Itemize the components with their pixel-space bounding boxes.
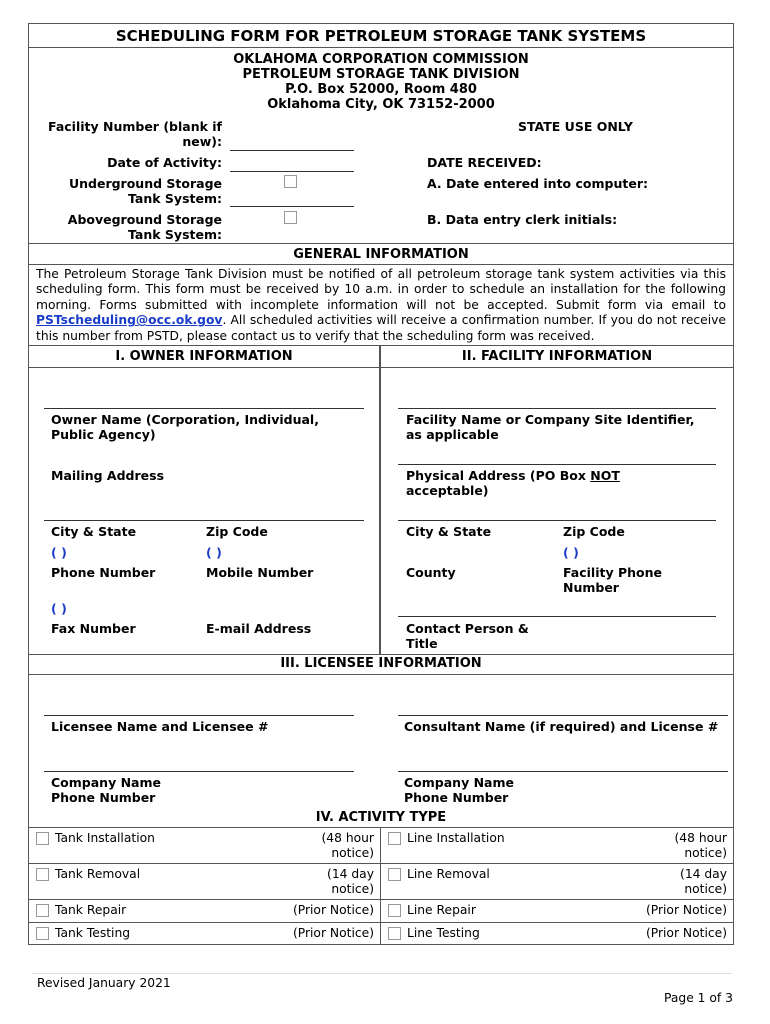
underground-line	[230, 206, 354, 207]
line-testing-notice: (Prior Notice)	[645, 926, 727, 940]
facility-phone-paren: ( )	[563, 545, 579, 560]
facility-title: II. FACILITY INFORMATION	[461, 349, 653, 364]
facility-number-label: Facility Number (blank if new):	[48, 119, 222, 149]
tank-testing-checkbox[interactable]	[36, 927, 49, 940]
licensee-name-label: Licensee Name and Licensee #	[51, 719, 269, 734]
facility-phone-label: Facility Phone Number	[563, 565, 663, 595]
date-of-activity-field[interactable]	[230, 171, 354, 172]
email-link[interactable]: PSTscheduling@occ.ok.gov	[36, 313, 223, 328]
column-divider	[379, 345, 381, 654]
owner-mobile-paren: ( )	[206, 545, 222, 560]
page-number: Page 1 of 3	[664, 991, 733, 1005]
consultant-label: Consultant Name (if required) and License #	[404, 719, 719, 734]
licensee-company-label: Company Name Phone Number	[51, 775, 161, 805]
facility-address-line[interactable]	[398, 464, 716, 465]
agency-line: OKLAHOMA CORPORATION COMMISSION	[233, 52, 529, 67]
underground-label: Underground Storage Tank System:	[68, 176, 222, 206]
county-label: County	[406, 565, 456, 580]
owner-phone-label: Phone Number	[51, 565, 156, 580]
tank-installation-notice: (48 hour notice)	[321, 831, 374, 860]
line-installation-notice: (48 hour notice)	[674, 831, 727, 860]
line-repair-label: Line Repair	[407, 903, 476, 917]
aboveground-label: Aboveground Storage Tank System:	[67, 212, 222, 242]
line-testing-checkbox[interactable]	[388, 927, 401, 940]
general-text	[36, 267, 726, 344]
date-received-label: DATE RECEIVED:	[427, 155, 542, 170]
licensee-title: III. LICENSEE INFORMATION	[280, 656, 482, 671]
agency-line: P.O. Box 52000, Room 480	[285, 82, 477, 97]
clerk-initials-label: B. Data entry clerk initials:	[427, 212, 618, 227]
divider	[28, 47, 734, 48]
activity-title: IV. ACTIVITY TYPE	[315, 810, 447, 825]
line-removal-notice: (14 day notice)	[680, 867, 727, 896]
line-installation-label: Line Installation	[407, 831, 505, 845]
general-text-part: The Petroleum Storage Tank Division must be notified of all petroleum storage tank system activities via this scheduling form. This form must be received by 10 a.m. in order to schedule an installation for the following morning. Forms submitted with incomplete information will not be accepted. Submit form via email to	[36, 267, 726, 312]
divider	[28, 654, 734, 655]
divider	[28, 243, 734, 244]
footer-divider	[32, 973, 732, 974]
divider	[28, 345, 734, 346]
general-text-part: . All scheduled activities will receive a confirmation number. If you do not receive this number from PSTD, please contact us to verify that the scheduling form was received.	[36, 313, 726, 343]
owner-city-label: City & State	[51, 524, 137, 539]
line-repair-checkbox[interactable]	[388, 904, 401, 917]
divider	[28, 922, 734, 923]
tank-testing-notice: (Prior Notice)	[292, 926, 374, 940]
mailing-address-line[interactable]	[44, 520, 364, 521]
state-use-title: STATE USE ONLY	[518, 119, 633, 134]
agency-block	[28, 52, 734, 112]
date-of-activity-label: Date of Activity:	[107, 155, 222, 170]
facility-zip-label: Zip Code	[563, 524, 625, 539]
owner-zip-label: Zip Code	[206, 524, 268, 539]
owner-fax-paren: ( )	[51, 601, 67, 616]
line-installation-checkbox[interactable]	[388, 832, 401, 845]
divider	[28, 827, 734, 828]
tank-installation-checkbox[interactable]	[36, 832, 49, 845]
owner-name-label: Owner Name (Corporation, Individual, Public Agency)	[51, 412, 319, 442]
date-entered-label: A. Date entered into computer:	[427, 176, 648, 191]
agency-line: Oklahoma City, OK 73152-2000	[267, 97, 495, 112]
licensee-name-line[interactable]	[44, 715, 354, 716]
physical-address-label	[406, 468, 706, 498]
divider	[28, 674, 734, 675]
tank-testing-label: Tank Testing	[55, 926, 131, 940]
owner-phone-paren: ( )	[51, 545, 67, 560]
contact-line[interactable]	[398, 616, 716, 617]
divider	[28, 863, 734, 864]
physical-address-text: Physical Address (PO Box	[406, 468, 591, 483]
form-title: SCHEDULING FORM FOR PETROLEUM STORAGE TANK SYSTEMS	[115, 27, 647, 45]
facility-number-field[interactable]	[230, 150, 354, 151]
column-divider	[380, 827, 381, 945]
consultant-company-label: Company Name Phone Number	[404, 775, 514, 805]
owner-title: I. OWNER INFORMATION	[115, 349, 293, 364]
line-removal-label: Line Removal	[407, 867, 490, 881]
facility-name-line[interactable]	[398, 408, 716, 409]
facility-city-line[interactable]	[398, 520, 716, 521]
tank-removal-label: Tank Removal	[55, 867, 141, 881]
divider	[28, 899, 734, 900]
divider	[28, 264, 734, 265]
facility-name-label: Facility Name or Company Site Identifier, as applicable	[406, 412, 695, 442]
tank-repair-notice: (Prior Notice)	[292, 903, 374, 917]
owner-mobile-label: Mobile Number	[206, 565, 314, 580]
physical-address-not: NOT	[590, 468, 620, 483]
line-repair-notice: (Prior Notice)	[645, 903, 727, 917]
agency-line: PETROLEUM STORAGE TANK DIVISION	[242, 67, 520, 82]
tank-repair-label: Tank Repair	[55, 903, 127, 917]
line-removal-checkbox[interactable]	[388, 868, 401, 881]
revised-date: Revised January 2021	[37, 976, 171, 990]
owner-email-label: E-mail Address	[206, 621, 312, 636]
tank-installation-label: Tank Installation	[55, 831, 155, 845]
consultant-line[interactable]	[398, 715, 728, 716]
general-title: GENERAL INFORMATION	[293, 247, 469, 262]
mailing-address-label: Mailing Address	[51, 468, 165, 483]
line-testing-label: Line Testing	[407, 926, 480, 940]
consultant-company-line[interactable]	[398, 771, 728, 772]
facility-city-label: City & State	[406, 524, 492, 539]
tank-repair-checkbox[interactable]	[36, 904, 49, 917]
physical-address-text: acceptable)	[406, 483, 489, 498]
divider	[28, 367, 734, 368]
licensee-company-line[interactable]	[44, 771, 354, 772]
aboveground-checkbox[interactable]	[284, 211, 297, 224]
owner-name-line[interactable]	[44, 408, 364, 409]
contact-person-label: Contact Person & Title	[406, 621, 529, 651]
underground-checkbox[interactable]	[284, 175, 297, 188]
tank-removal-notice: (14 day notice)	[327, 867, 374, 896]
owner-fax-label: Fax Number	[51, 621, 136, 636]
tank-removal-checkbox[interactable]	[36, 868, 49, 881]
